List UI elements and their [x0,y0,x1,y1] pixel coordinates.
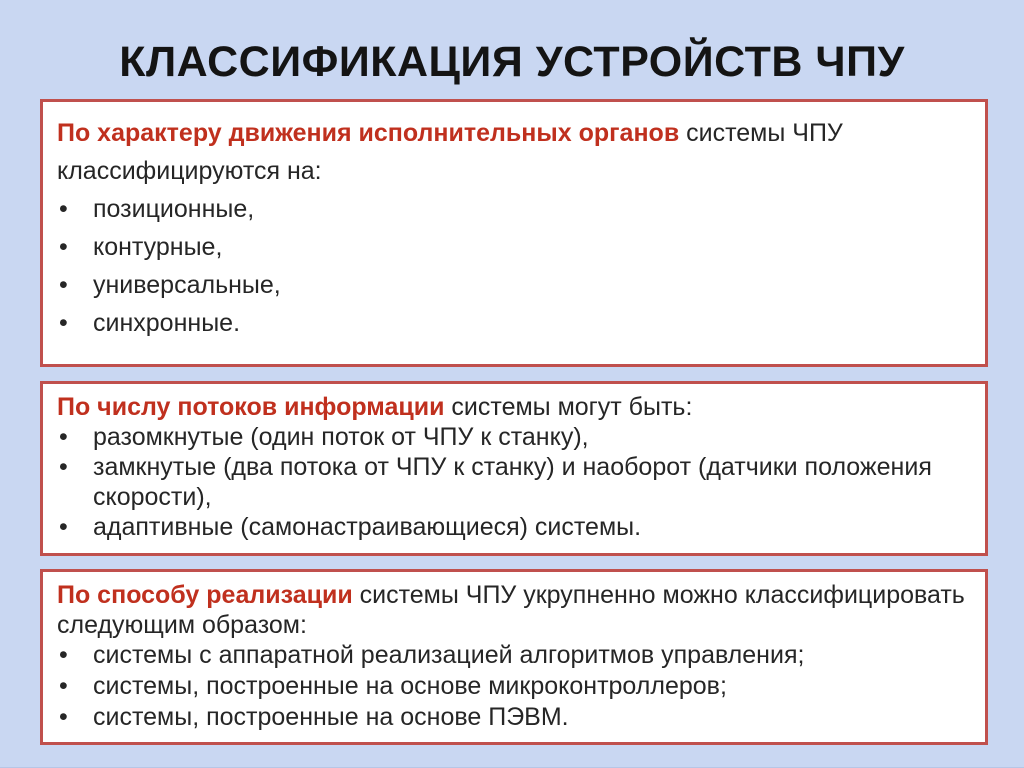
list-item-text: универсальные, [93,271,281,299]
section-box-implementation [40,569,988,745]
bullet-icon: • [59,233,68,261]
list-item [57,267,973,304]
bullet-icon: • [59,641,68,669]
list-item-text: адаптивные (самонастраивающиеся) системы. [93,513,642,541]
section-box-motion [40,99,988,367]
section-intro-text: системы ЧПУ классифицируются на: [57,119,843,185]
section-lead: По способу реализации [57,581,353,609]
section-intro [57,580,973,640]
list-item [57,640,973,671]
bullet-icon: • [59,423,68,451]
section-intro-text: системы ЧПУ укрупненно можно классифицировать следующим образом: [57,581,965,639]
section-lead: По характеру движения исполнительных органов [57,119,680,147]
list-item-text: системы, построенные на основе ПЭВМ. [93,703,569,731]
list-item-text: системы, построенные на основе микроконтроллеров; [93,672,727,700]
list-item [57,512,973,542]
list-item [57,191,973,228]
bullet-list [57,640,973,733]
section-intro [57,114,973,190]
list-item-text: позиционные, [93,195,255,223]
list-item-text: замкнутые (два потока от ЧПУ к станку) и наоборот (датчики положения скорости), [93,453,932,511]
section-intro-text: системы могут быть: [444,393,693,421]
list-item [57,452,973,512]
list-item [57,422,973,452]
slide-title: КЛАССИФИКАЦИЯ УСТРОЙСТВ ЧПУ [119,38,905,86]
list-item-text: синхронные. [93,309,241,337]
list-item-text: разомкнутые (один поток от ЧПУ к станку), [93,423,589,451]
list-item-text: контурные, [93,233,223,261]
section-box-info-flows [40,381,988,556]
bullet-icon: • [59,672,68,700]
list-item-text: системы с аппаратной реализацией алгоритмов управления; [93,641,805,669]
list-item [57,702,973,733]
list-item [57,305,973,342]
bullet-icon: • [59,309,68,337]
list-item [57,671,973,702]
bullet-icon: • [59,513,68,541]
bullet-list [57,422,973,542]
bullet-icon: • [59,453,68,481]
bullet-icon: • [59,703,68,731]
section-lead: По числу потоков информации [57,393,445,421]
bullet-icon: • [59,195,68,223]
list-item [57,229,973,266]
bullet-icon: • [59,271,68,299]
bullet-list [57,191,973,342]
section-intro [57,392,973,422]
